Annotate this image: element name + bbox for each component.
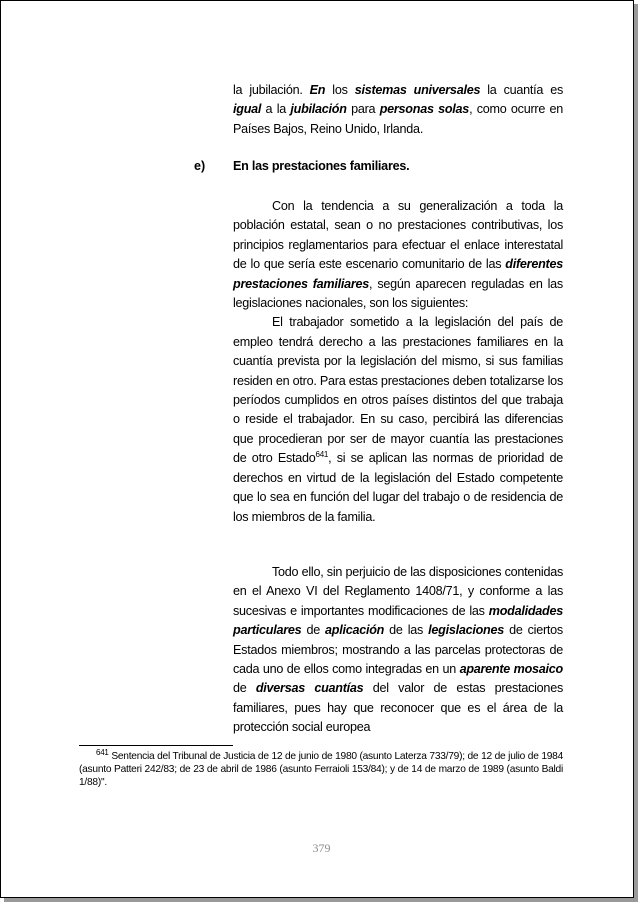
paragraph-intro (233, 197, 563, 527)
text-run: Todo ello, sin perjuicio de las disposiciones contenidas en el Anexo VI del Reglamento 1408/71, y conforme a las sucesivas e importantes modificaciones de las (233, 565, 563, 618)
emphasis-run: jubilación (290, 102, 347, 117)
section-heading: En las prestaciones familiares. (233, 159, 410, 173)
text-run: la cuantía es (480, 83, 563, 97)
text-run: de las (384, 623, 429, 638)
text-run: de (233, 681, 256, 696)
section-letter: e) (194, 159, 206, 173)
text-run: , como ocurre en Países Bajos, Reino Unido, Irlanda. (233, 102, 564, 136)
text-run: la jubilación. (233, 83, 310, 97)
text-run: , si se aplican las normas de prioridad de derechos en virtud de la legislación del Estado competente que lo sea en función del lugar del trabajo o de residencia de los miembros de la familia. (233, 451, 563, 524)
emphasis-run: diversas cuantías (255, 681, 364, 696)
emphasis-run: aplicación (325, 623, 385, 638)
paragraph-worker (233, 313, 563, 526)
emphasis-run: igual (233, 102, 262, 117)
paragraph-todo (233, 563, 563, 738)
emphasis-run: personas solas (379, 102, 470, 117)
emphasis-run: aparente mosaico (459, 662, 563, 677)
emphasis-run: En (309, 83, 326, 97)
text-run: los (325, 83, 355, 97)
text-run: para (346, 102, 380, 117)
paragraph-jubilacion (233, 81, 563, 139)
page-number: 379 (312, 841, 331, 855)
emphasis-run: diferentes prestaciones familiares (233, 257, 563, 291)
text-run: del valor de estas prestaciones familiares, pues hay que reconocer que es el área de la protección social europea (233, 681, 563, 735)
text-run: a la (261, 102, 291, 117)
text-run: Con la tendencia a su generalización a toda la población estatal, sean o no prestaciones contributivas, los principios reglamentarios para efectuar el enlace interestatal de lo que sería este escenario comunitario de las (233, 199, 563, 272)
footnote-reference[interactable]: 641 (315, 450, 329, 460)
text-run: , según aparecen reguladas en las legislaciones nacionales, son los siguientes: (233, 276, 563, 311)
text-run: de (301, 623, 326, 638)
footnote (79, 748, 563, 789)
footnote-number: 641 (96, 748, 109, 757)
footnote-text: Sentencia del Tribunal de Justicia de 12 de junio de 1980 (asunto Laterza 733/79); de 12 de julio de 1984 (asunto Patteri 242/83; de 23 de abril de 1986 (asunto Ferraioli 153/84); y de 14 de marzo de 1989 (asunto Baldi 1/88)". (79, 751, 563, 788)
text-run: de ciertos Estados miembros; mostrando a las parcelas protectoras de cada uno de ellos como integradas en un (233, 623, 563, 677)
emphasis-run: modalidades particulares (233, 603, 563, 638)
emphasis-run: legislaciones (428, 623, 505, 638)
footnote-separator (79, 745, 233, 746)
text-run: El trabajador sometido a la legislación del país de empleo tendrá derecho a las prestaciones familiares en la cuantía prevista por la legislación del mismo, si sus familias residen en otro. Para estas prestaciones deben totalizarse los períodos cumplidos en otros países distintos del que trabaja o reside el trabajador. En su caso, percibirá las diferencias que procedieran por ser de mayor cuantía las prestaciones de otro Estado (233, 315, 563, 466)
emphasis-run: sistemas universales (354, 83, 481, 97)
